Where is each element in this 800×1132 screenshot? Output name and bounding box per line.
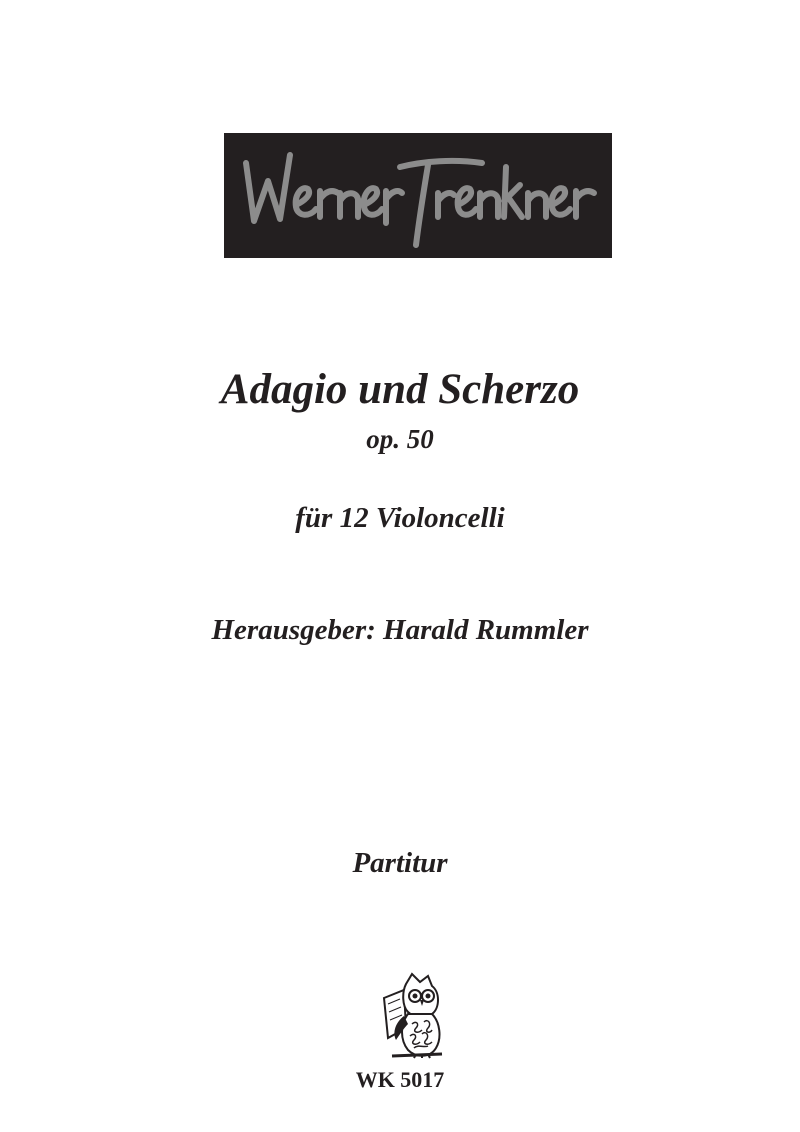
opus-number: op. 50 [366,424,434,454]
editor-credit: Herausgeber: Harald Rummler [211,614,589,646]
publisher-logo [370,968,452,1060]
work-title: Adagio und Scherzo [220,366,580,413]
score-type: Partitur [352,847,448,879]
instrumentation: für 12 Violoncelli [295,502,505,534]
composer-signature [224,133,612,258]
catalog-number: WK 5017 [355,1067,445,1092]
owl-icon [370,968,452,1060]
signature-icon [224,133,612,258]
